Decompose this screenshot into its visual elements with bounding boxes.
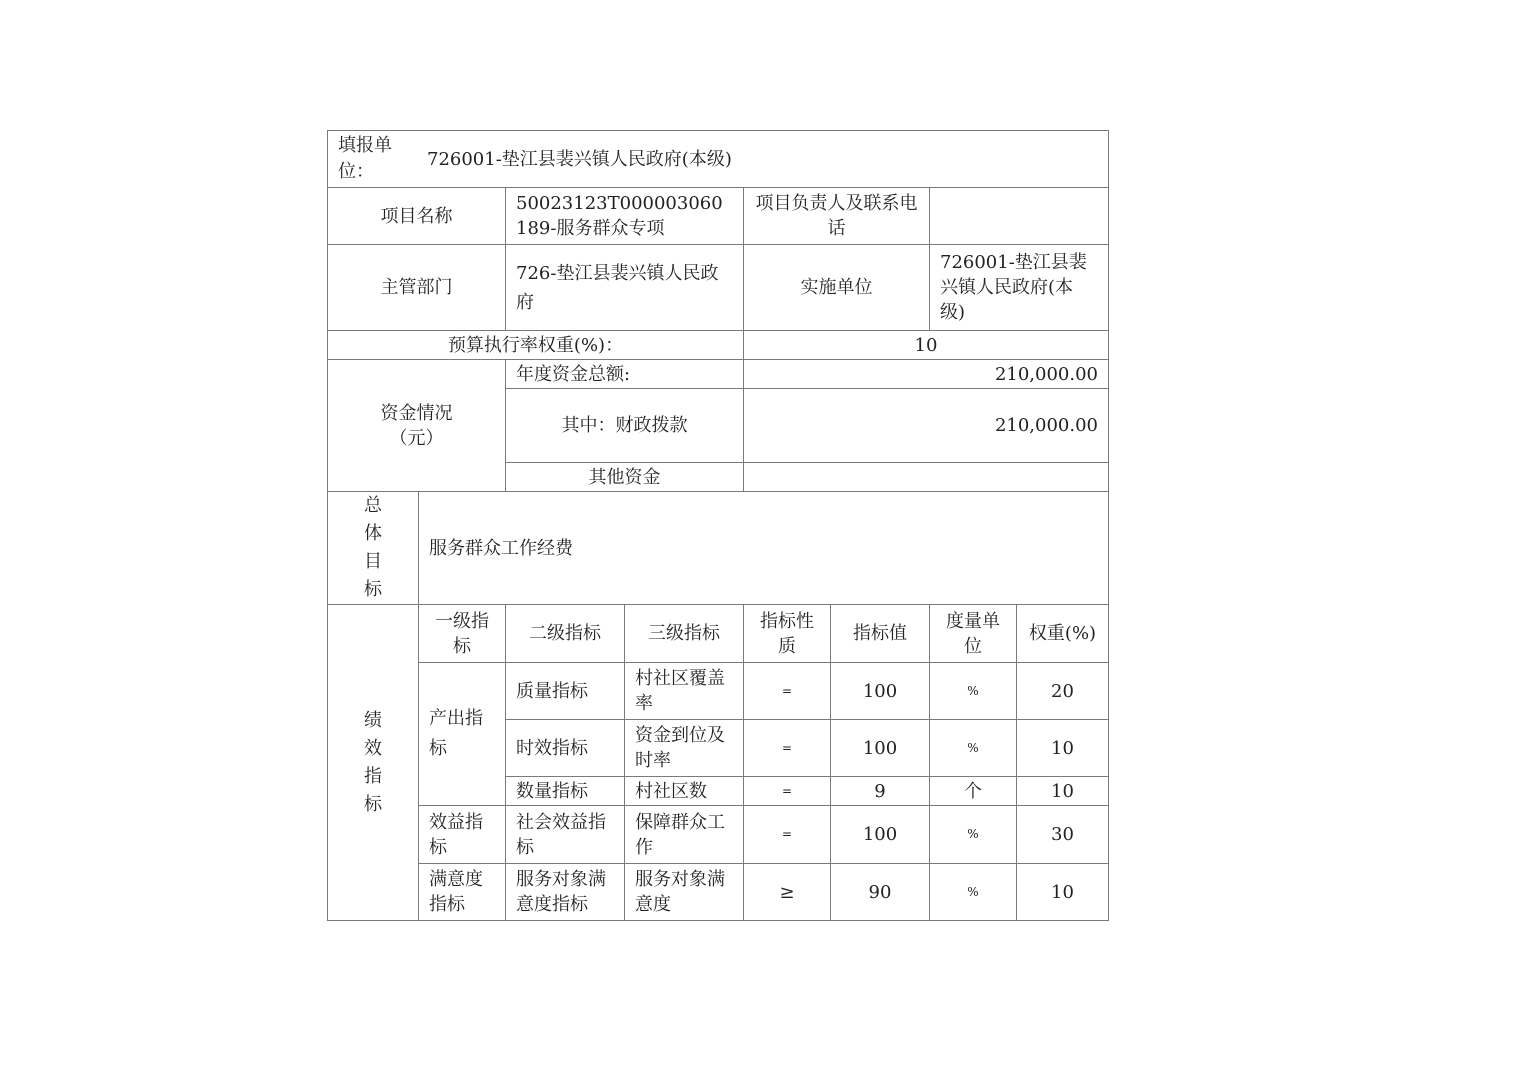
table-row [328, 663, 1109, 720]
row-unit: 个 [930, 777, 1017, 806]
funds-label [328, 360, 506, 492]
row-nature: = [744, 663, 831, 720]
row-level3: 村社区覆盖率 [625, 663, 744, 720]
funds-total-value: 210,000.00 [744, 360, 1109, 389]
funds-fiscal-value: 210,000.00 [744, 389, 1109, 463]
overall-goal-value: 服务群众工作经费 [419, 492, 1109, 605]
project-manager-value [930, 188, 1109, 245]
header-unit: 度量单位 [930, 605, 1017, 663]
dept-label: 主管部门 [328, 245, 506, 331]
row-level2: 服务对象满意度指标 [506, 864, 625, 921]
row-level2: 数量指标 [506, 777, 625, 806]
project-name-value: 50023123T000003060189-服务群众专项 [506, 188, 744, 245]
budget-weight-label: 预算执行率权重(%)： [328, 331, 744, 360]
row-weight: 20 [1017, 663, 1109, 720]
row-unit: % [930, 663, 1017, 720]
impl-unit-value: 726001-垫江县裴兴镇人民政府(本级) [930, 245, 1109, 331]
header-value: 指标值 [831, 605, 930, 663]
row-value: 100 [831, 663, 930, 720]
row-level2: 质量指标 [506, 663, 625, 720]
funds-fiscal-label: 其中：财政拨款 [506, 389, 744, 463]
reporting-unit-cell [328, 131, 1109, 188]
project-name-label: 项目名称 [328, 188, 506, 245]
budget-weight-value: 10 [744, 331, 1109, 360]
row-value: 100 [831, 806, 930, 864]
table-row [328, 806, 1109, 864]
funds-other-label: 其他资金 [506, 463, 744, 492]
row-unit: % [930, 720, 1017, 777]
row-nature: = [744, 806, 831, 864]
row-level2: 社会效益指标 [506, 806, 625, 864]
reporting-unit-value: 726001-垫江县裴兴镇人民政府(本级) [427, 148, 732, 170]
overall-goal-label [328, 492, 419, 605]
row-weight: 30 [1017, 806, 1109, 864]
row-weight: 10 [1017, 864, 1109, 921]
row-weight: 10 [1017, 777, 1109, 806]
benefit-indicator-label: 效益指标 [419, 806, 506, 864]
row-level3: 资金到位及时率 [625, 720, 744, 777]
reporting-unit-label: 填报单位： [338, 135, 392, 182]
header-nature: 指标性质 [744, 605, 831, 663]
satisfaction-indicator-label: 满意度指标 [419, 864, 506, 921]
performance-goal-table [327, 130, 1109, 921]
row-level3: 保障群众工作 [625, 806, 744, 864]
funds-other-value [744, 463, 1109, 492]
header-level2: 二级指标 [506, 605, 625, 663]
row-unit: % [930, 864, 1017, 921]
row-value: 9 [831, 777, 930, 806]
row-nature: = [744, 720, 831, 777]
row-nature: ≥ [744, 864, 831, 921]
funds-total-label: 年度资金总额: [506, 360, 744, 389]
row-value: 100 [831, 720, 930, 777]
impl-unit-label: 实施单位 [744, 245, 930, 331]
row-nature: = [744, 777, 831, 806]
table-row [328, 864, 1109, 921]
row-level3: 服务对象满意度 [625, 864, 744, 921]
performance-label [328, 605, 419, 921]
row-value: 90 [831, 864, 930, 921]
row-level2: 时效指标 [506, 720, 625, 777]
row-weight: 10 [1017, 720, 1109, 777]
overall-goal-label-text: 总体目标 [364, 495, 382, 600]
project-manager-label: 项目负责人及联系电话 [744, 188, 930, 245]
output-indicator-label: 产出指标 [419, 663, 506, 806]
header-weight: 权重(%) [1017, 605, 1109, 663]
header-level1: 一级指标 [419, 605, 506, 663]
row-level3: 村社区数 [625, 777, 744, 806]
funds-label-text: 资金情况（元） [380, 402, 453, 449]
row-unit: % [930, 806, 1017, 864]
performance-label-text: 绩效指标 [364, 709, 382, 815]
header-level3: 三级指标 [625, 605, 744, 663]
dept-value: 726-垫江县裴兴镇人民政府 [506, 245, 744, 331]
